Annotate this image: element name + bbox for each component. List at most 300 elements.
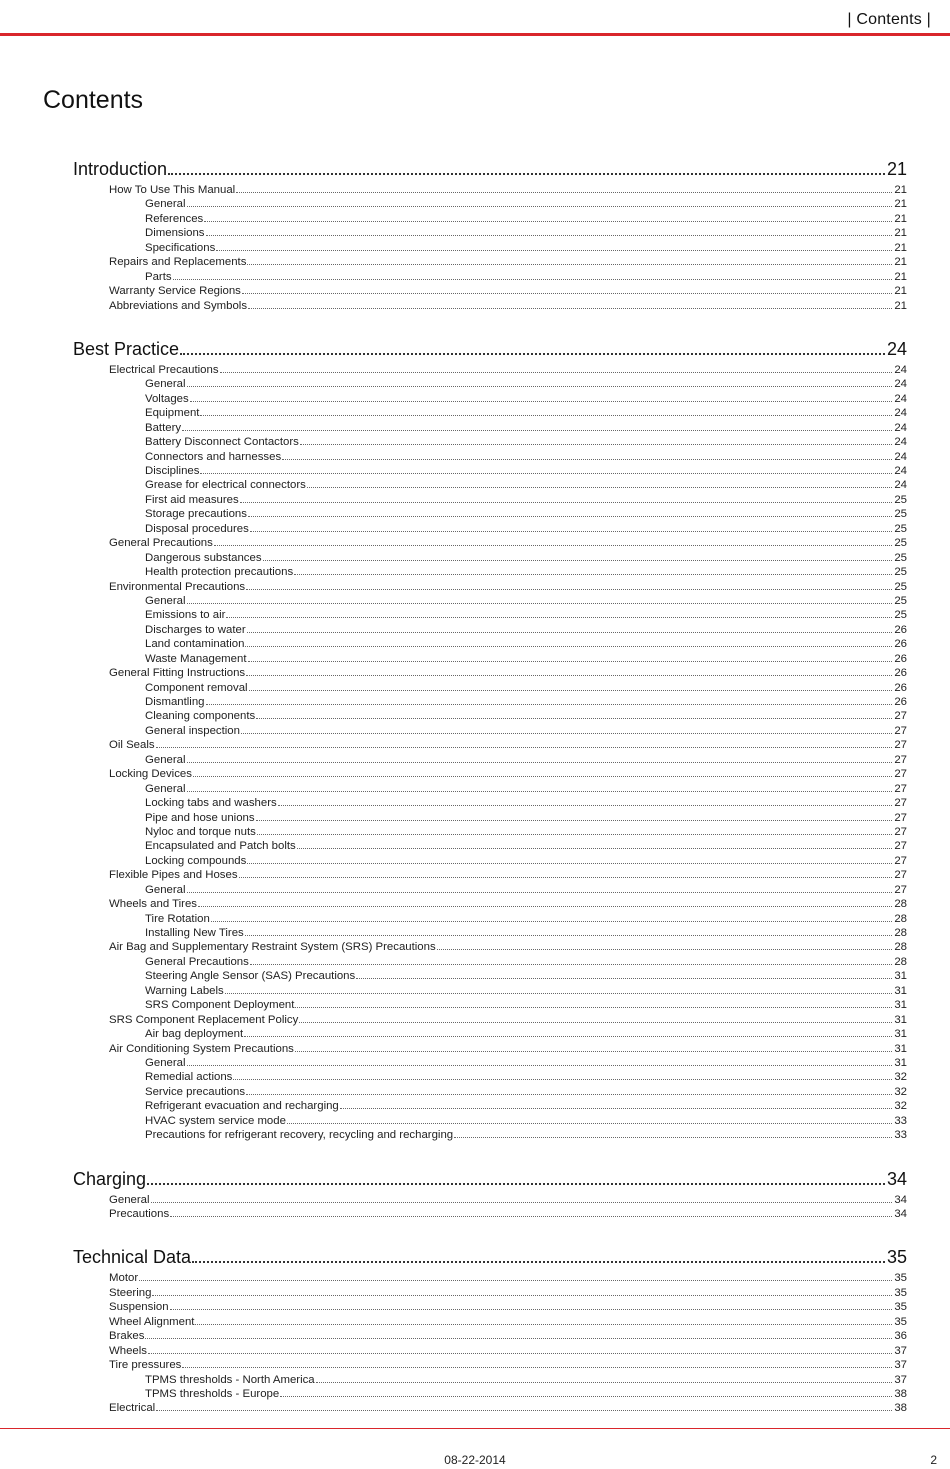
dot-leader xyxy=(256,718,892,719)
toc-subentry[interactable] xyxy=(145,226,907,240)
toc-subentry[interactable] xyxy=(145,565,907,579)
toc-page-number: 21 xyxy=(894,198,907,211)
toc-page-number: 21 xyxy=(894,227,907,240)
toc-subentry[interactable] xyxy=(145,825,907,839)
dot-leader xyxy=(147,1183,885,1185)
toc-entry-label: General xyxy=(145,1056,186,1069)
toc-entry[interactable] xyxy=(109,1358,907,1372)
toc-page-number: 26 xyxy=(894,652,907,665)
toc-page-number: 21 xyxy=(894,184,907,196)
toc-page-number: 34 xyxy=(894,1193,907,1206)
toc-subentry[interactable] xyxy=(145,695,907,709)
dot-leader xyxy=(139,1280,892,1281)
toc-entry-label: General inspection xyxy=(145,724,240,737)
toc-entry[interactable] xyxy=(109,255,907,269)
toc-entry[interactable] xyxy=(109,1013,907,1027)
dot-leader xyxy=(182,430,892,431)
toc-entry[interactable] xyxy=(109,738,907,752)
footer-page-number: 2 xyxy=(930,1453,937,1467)
toc-page-number: 27 xyxy=(894,753,907,766)
toc-subentry[interactable] xyxy=(145,681,907,695)
dot-leader xyxy=(226,617,892,618)
toc-page-number: 24 xyxy=(894,479,907,492)
toc-entry-label: Brakes xyxy=(109,1330,145,1343)
toc-page-number: 24 xyxy=(894,363,907,376)
toc-page-number: 31 xyxy=(894,999,907,1012)
toc-section-heading[interactable] xyxy=(73,1169,907,1193)
toc-entry-label: Wheels xyxy=(109,1344,147,1357)
toc-subentry[interactable] xyxy=(145,1027,907,1041)
dot-leader xyxy=(240,502,893,503)
dot-leader xyxy=(200,415,892,416)
dot-leader xyxy=(206,235,893,236)
dot-leader xyxy=(193,776,892,777)
toc-page-number: 28 xyxy=(894,955,907,968)
toc-page-number: 38 xyxy=(894,1387,907,1400)
toc-entry-label: Locking Devices xyxy=(109,768,192,781)
dot-leader xyxy=(245,935,893,936)
dot-leader xyxy=(247,264,892,265)
dot-leader xyxy=(156,747,893,748)
toc-entry-label: Air Bag and Supplementary Restraint System (SRS) Precautions xyxy=(109,941,436,954)
toc-entry-label: Nyloc and torque nuts xyxy=(145,825,256,838)
toc-entry-label: Specifications xyxy=(145,241,216,254)
toc-page-number: 21 xyxy=(894,256,907,269)
toc-entry-label: References xyxy=(145,212,204,225)
toc-subentry[interactable] xyxy=(145,854,907,868)
toc-subentry[interactable] xyxy=(145,1085,907,1099)
dot-leader xyxy=(248,661,893,662)
toc-subentry[interactable] xyxy=(145,839,907,853)
dot-leader xyxy=(214,545,892,546)
dot-leader xyxy=(454,1137,892,1138)
toc-page-number: 25 xyxy=(894,537,907,550)
dot-leader xyxy=(145,1338,892,1339)
toc-subentry[interactable] xyxy=(145,406,907,420)
toc-page-number: 32 xyxy=(894,1100,907,1113)
toc-page-number: 25 xyxy=(894,594,907,607)
toc-page-number: 31 xyxy=(894,1028,907,1041)
dot-leader xyxy=(340,1108,893,1109)
toc-entry-label: Electrical xyxy=(109,1402,156,1415)
dot-leader xyxy=(307,487,893,488)
toc-entry-label: Electrical Precautions xyxy=(109,363,219,376)
toc-subentry[interactable] xyxy=(145,926,907,940)
toc-entry-label: Component removal xyxy=(145,681,248,694)
toc-page-number: 24 xyxy=(894,465,907,477)
toc-subentry[interactable] xyxy=(145,1387,907,1401)
toc-entry-label: Battery xyxy=(145,421,182,434)
toc-section-title: Charging xyxy=(73,1168,147,1189)
toc-entry-label: General xyxy=(109,1193,150,1206)
toc-subentry[interactable] xyxy=(145,724,907,738)
dot-leader xyxy=(300,444,892,445)
toc-subentry[interactable] xyxy=(145,623,907,637)
dot-leader xyxy=(187,386,893,387)
toc-section-heading[interactable] xyxy=(73,339,907,363)
page-title: Contents xyxy=(43,86,144,114)
toc-entry-label: Warning Labels xyxy=(145,984,224,997)
toc-page-number: 25 xyxy=(894,522,907,535)
toc-entry-label: Abbreviations and Symbols xyxy=(109,299,248,312)
toc-entry-label: Steering xyxy=(109,1286,152,1299)
toc-entry[interactable] xyxy=(109,1271,907,1285)
toc-entry-label: Suspension xyxy=(109,1301,169,1314)
toc-subentry[interactable] xyxy=(145,955,907,969)
toc-entry[interactable] xyxy=(109,897,907,911)
toc-page-number: 26 xyxy=(894,623,907,636)
toc-subentry[interactable] xyxy=(145,507,907,521)
toc-subentry[interactable] xyxy=(145,377,907,391)
toc-entry[interactable] xyxy=(109,363,907,377)
dot-leader xyxy=(257,834,893,835)
toc-entry-label: Air Conditioning System Precautions xyxy=(109,1042,294,1055)
toc-page-number: 28 xyxy=(894,927,907,939)
toc-entry-label: Discharges to water xyxy=(145,623,246,636)
dot-leader xyxy=(192,1261,885,1263)
dot-leader xyxy=(295,1051,892,1052)
toc-subentry[interactable] xyxy=(145,652,907,666)
toc-section-title: Introduction xyxy=(73,159,168,179)
dot-leader xyxy=(170,1309,893,1310)
toc-entry[interactable] xyxy=(109,1300,907,1314)
header-divider xyxy=(0,33,950,36)
toc-entry-label: Connectors and harnesses xyxy=(145,450,282,463)
toc-entry-label: Voltages xyxy=(145,392,189,405)
toc-subentry[interactable] xyxy=(145,1373,907,1387)
dot-leader xyxy=(180,353,885,355)
dot-leader xyxy=(148,1353,892,1354)
toc-section-title: Best Practice xyxy=(73,338,180,359)
toc-entry-label: Tire Rotation xyxy=(145,912,210,925)
toc-subentry[interactable] xyxy=(145,464,907,478)
dot-leader xyxy=(187,762,893,763)
toc-page-number: 31 xyxy=(894,1013,907,1026)
toc-subentry[interactable] xyxy=(145,912,907,926)
toc-subentry[interactable] xyxy=(145,594,907,608)
dot-leader xyxy=(256,820,893,821)
toc-entry-label: Equipment xyxy=(145,407,200,420)
toc-entry[interactable] xyxy=(109,1344,907,1358)
toc-entry-label: Steering Angle Sensor (SAS) Precautions xyxy=(145,970,356,983)
toc-page-number: 24 xyxy=(894,421,907,434)
toc-page-number: 37 xyxy=(894,1373,907,1386)
toc-entry-label: Locking compounds xyxy=(145,854,247,867)
toc-entry-label: Dismantling xyxy=(145,696,205,708)
dot-leader xyxy=(216,250,892,251)
dot-leader xyxy=(299,1022,892,1023)
toc-entry-label: HVAC system service mode xyxy=(145,1114,286,1127)
dot-leader xyxy=(187,1065,893,1066)
toc-page-number: 24 xyxy=(886,338,907,359)
toc-subentry[interactable] xyxy=(145,811,907,825)
toc-entry[interactable] xyxy=(109,666,907,680)
dot-leader xyxy=(220,372,893,373)
dot-leader xyxy=(156,1410,892,1411)
toc-subentry[interactable] xyxy=(145,608,907,622)
toc-entry-label: Land contamination xyxy=(145,638,245,651)
toc-page-number: 33 xyxy=(894,1129,907,1142)
toc-entry-label: General Fitting Instructions xyxy=(109,667,246,680)
toc-entry-label: Dangerous substances xyxy=(145,551,262,564)
toc-entry[interactable] xyxy=(109,1329,907,1343)
toc-subentry[interactable] xyxy=(145,883,907,897)
toc-entry-label: Emissions to air xyxy=(145,609,226,622)
toc-page-number: 27 xyxy=(894,739,907,752)
dot-leader xyxy=(239,877,893,878)
dot-leader xyxy=(246,675,892,676)
toc-entry[interactable] xyxy=(109,767,907,781)
toc-subentry[interactable] xyxy=(145,421,907,435)
toc-subentry[interactable] xyxy=(145,212,907,226)
dot-leader xyxy=(278,805,893,806)
toc-entry-label: Locking tabs and washers xyxy=(145,797,277,810)
toc-subentry[interactable] xyxy=(145,753,907,767)
toc-page-number: 28 xyxy=(894,941,907,954)
toc-entry[interactable] xyxy=(109,536,907,550)
toc-page-number: 27 xyxy=(894,869,907,882)
toc-entry-label: Warranty Service Regions xyxy=(109,285,241,298)
toc-subentry[interactable] xyxy=(145,637,907,651)
toc-page-number: 21 xyxy=(894,270,907,283)
dot-leader xyxy=(246,589,892,590)
toc-entry-label: Encapsulated and Patch bolts xyxy=(145,840,296,853)
toc-section-heading[interactable] xyxy=(73,159,907,183)
toc-subentry[interactable] xyxy=(145,998,907,1012)
toc-page-number: 35 xyxy=(894,1272,907,1285)
toc-page-number: 36 xyxy=(894,1330,907,1343)
toc-page-number: 21 xyxy=(894,299,907,312)
dot-leader xyxy=(287,1123,892,1124)
dot-leader xyxy=(151,1202,893,1203)
toc-section-title: Technical Data xyxy=(73,1247,192,1268)
dot-leader xyxy=(356,978,892,979)
toc-entry[interactable] xyxy=(109,1207,907,1221)
toc-subentry[interactable] xyxy=(145,709,907,723)
toc-subentry[interactable] xyxy=(145,435,907,449)
toc-entry-label: Wheels and Tires xyxy=(109,898,197,911)
toc-entry-label: Grease for electrical connectors xyxy=(145,479,306,492)
table-of-contents xyxy=(0,159,950,1416)
toc-page-number: 27 xyxy=(894,782,907,795)
toc-page-number: 31 xyxy=(894,970,907,983)
toc-subentry[interactable] xyxy=(145,1099,907,1113)
dot-leader xyxy=(236,192,892,193)
dot-leader xyxy=(211,921,893,922)
toc-page-number: 21 xyxy=(894,241,907,254)
toc-entry-label: General xyxy=(145,594,186,607)
footer-date: 08-22-2014 xyxy=(444,1453,506,1467)
toc-entry-label: SRS Component Replacement Policy xyxy=(109,1013,299,1026)
toc-subentry[interactable] xyxy=(145,270,907,284)
toc-subentry[interactable] xyxy=(145,782,907,796)
toc-page-number: 35 xyxy=(894,1301,907,1314)
toc-page-number: 35 xyxy=(894,1286,907,1299)
toc-entry-label: Remedial actions xyxy=(145,1071,233,1084)
dot-leader xyxy=(263,560,893,561)
toc-page-number: 27 xyxy=(894,883,907,896)
toc-subentry[interactable] xyxy=(145,197,907,211)
dot-leader xyxy=(437,949,893,950)
toc-entry[interactable] xyxy=(109,299,907,313)
dot-leader xyxy=(198,906,892,907)
toc-entry-label: General xyxy=(145,883,186,896)
toc-entry-label: General xyxy=(145,782,186,795)
toc-page-number: 31 xyxy=(894,1056,907,1069)
toc-page-number: 25 xyxy=(894,508,907,521)
toc-page-number: 26 xyxy=(894,667,907,680)
toc-subentry[interactable] xyxy=(145,969,907,983)
toc-subentry[interactable] xyxy=(145,450,907,464)
toc-entry-label: Oil Seals xyxy=(109,739,155,752)
dot-leader xyxy=(152,1295,892,1296)
dot-leader xyxy=(187,791,893,792)
toc-subentry[interactable] xyxy=(145,493,907,507)
toc-entry-label: SRS Component Deployment xyxy=(145,999,295,1012)
toc-page-number: 25 xyxy=(894,551,907,564)
toc-section-heading[interactable] xyxy=(73,1247,907,1271)
toc-entry-label: Health protection precautions xyxy=(145,566,294,579)
toc-entry-label: Wheel Alignment xyxy=(109,1315,195,1328)
toc-subentry[interactable] xyxy=(145,796,907,810)
toc-entry-label: How To Use This Manual xyxy=(109,184,236,196)
toc-page-number: 27 xyxy=(894,768,907,781)
dot-leader xyxy=(245,646,892,647)
toc-entry[interactable] xyxy=(109,183,907,197)
toc-page-number: 27 xyxy=(894,710,907,723)
toc-page-number: 31 xyxy=(894,1042,907,1055)
dot-leader xyxy=(248,516,892,517)
toc-page-number: 34 xyxy=(886,1168,907,1189)
toc-page-number: 25 xyxy=(894,493,907,506)
toc-page-number: 26 xyxy=(894,696,907,708)
toc-subentry[interactable] xyxy=(145,1070,907,1084)
toc-page-number: 33 xyxy=(894,1114,907,1127)
toc-entry-label: Precautions xyxy=(109,1208,170,1220)
toc-page-number: 25 xyxy=(894,609,907,622)
toc-page-number: 25 xyxy=(894,566,907,579)
toc-entry[interactable] xyxy=(109,1286,907,1300)
toc-page-number: 25 xyxy=(894,580,907,593)
dot-leader xyxy=(187,206,893,207)
toc-entry-label: TPMS thresholds - Europe xyxy=(145,1387,280,1400)
toc-entry-label: General Precautions xyxy=(109,537,213,550)
toc-entry-label: Precautions for refrigerant recovery, recycling and recharging xyxy=(145,1129,454,1142)
footer-divider xyxy=(0,1428,950,1429)
toc-entry-label: Environmental Precautions xyxy=(109,580,246,593)
toc-subentry[interactable] xyxy=(145,1128,907,1142)
toc-entry-label: General Precautions xyxy=(145,955,249,968)
dot-leader xyxy=(244,1036,892,1037)
toc-page-number: 31 xyxy=(894,984,907,997)
toc-page-number: 37 xyxy=(894,1344,907,1357)
toc-entry-label: TPMS thresholds - North America xyxy=(145,1373,315,1386)
dot-leader xyxy=(294,574,892,575)
toc-entry[interactable] xyxy=(109,1193,907,1207)
toc-page-number: 35 xyxy=(886,1247,907,1268)
toc-subentry[interactable] xyxy=(145,1114,907,1128)
toc-subentry[interactable] xyxy=(145,478,907,492)
toc-entry-label: General xyxy=(145,378,186,391)
toc-page-number: 28 xyxy=(894,898,907,911)
toc-page-number: 28 xyxy=(894,912,907,925)
toc-entry[interactable] xyxy=(109,868,907,882)
toc-subentry[interactable] xyxy=(145,984,907,998)
dot-leader xyxy=(250,531,892,532)
toc-page-number: 27 xyxy=(894,825,907,838)
dot-leader xyxy=(225,993,893,994)
dot-leader xyxy=(168,173,885,175)
dot-leader xyxy=(241,733,892,734)
toc-entry-label: Parts xyxy=(145,270,172,283)
toc-page-number: 27 xyxy=(894,797,907,810)
toc-subentry[interactable] xyxy=(145,241,907,255)
dot-leader xyxy=(250,964,892,965)
dot-leader xyxy=(246,1094,892,1095)
toc-entry-label: General xyxy=(145,753,186,766)
toc-subentry[interactable] xyxy=(145,551,907,565)
dot-leader xyxy=(187,603,893,604)
toc-entry-label: Installing New Tires xyxy=(145,927,244,939)
toc-page-number: 24 xyxy=(894,450,907,463)
toc-entry[interactable] xyxy=(109,1315,907,1329)
toc-page-number: 35 xyxy=(894,1315,907,1328)
toc-page-number: 24 xyxy=(894,407,907,420)
toc-subentry[interactable] xyxy=(145,392,907,406)
toc-page-number: 24 xyxy=(894,392,907,405)
toc-page-number: 27 xyxy=(894,840,907,853)
toc-page-number: 21 xyxy=(894,285,907,298)
toc-entry-label: Motor xyxy=(109,1272,139,1285)
toc-subentry[interactable] xyxy=(145,522,907,536)
dot-leader xyxy=(204,221,892,222)
toc-entry[interactable] xyxy=(109,1042,907,1056)
toc-entry[interactable] xyxy=(109,940,907,954)
toc-page-number: 27 xyxy=(894,811,907,824)
toc-subentry[interactable] xyxy=(145,1056,907,1070)
toc-entry-label: Flexible Pipes and Hoses xyxy=(109,869,238,882)
dot-leader xyxy=(242,293,892,294)
toc-page-number: 32 xyxy=(894,1085,907,1098)
toc-page-number: 21 xyxy=(894,212,907,225)
toc-entry-label: Disposal procedures xyxy=(145,522,249,535)
toc-entry-label: Pipe and hose unions xyxy=(145,811,255,824)
toc-entry-label: Refrigerant evacuation and recharging xyxy=(145,1100,339,1113)
toc-entry-label: First aid measures xyxy=(145,493,239,506)
toc-page-number: 37 xyxy=(894,1359,907,1372)
dot-leader xyxy=(200,473,892,474)
dot-leader xyxy=(249,690,893,691)
dot-leader xyxy=(282,459,892,460)
toc-entry[interactable] xyxy=(109,580,907,594)
toc-entry[interactable] xyxy=(109,1401,907,1415)
toc-page-number: 21 xyxy=(886,159,907,179)
dot-leader xyxy=(173,279,893,280)
toc-entry-label: General xyxy=(145,198,186,211)
toc-page-number: 27 xyxy=(894,854,907,867)
toc-page-number: 24 xyxy=(894,436,907,449)
dot-leader xyxy=(233,1079,892,1080)
dot-leader xyxy=(170,1216,892,1217)
dot-leader xyxy=(280,1396,892,1397)
toc-entry[interactable] xyxy=(109,284,907,298)
toc-entry-label: Tire pressures xyxy=(109,1359,182,1372)
dot-leader xyxy=(247,863,892,864)
dot-leader xyxy=(248,308,892,309)
toc-entry-label: Storage precautions xyxy=(145,508,247,521)
toc-entry-label: Battery Disconnect Contactors xyxy=(145,436,299,449)
toc-entry-label: Waste Management xyxy=(145,652,247,665)
